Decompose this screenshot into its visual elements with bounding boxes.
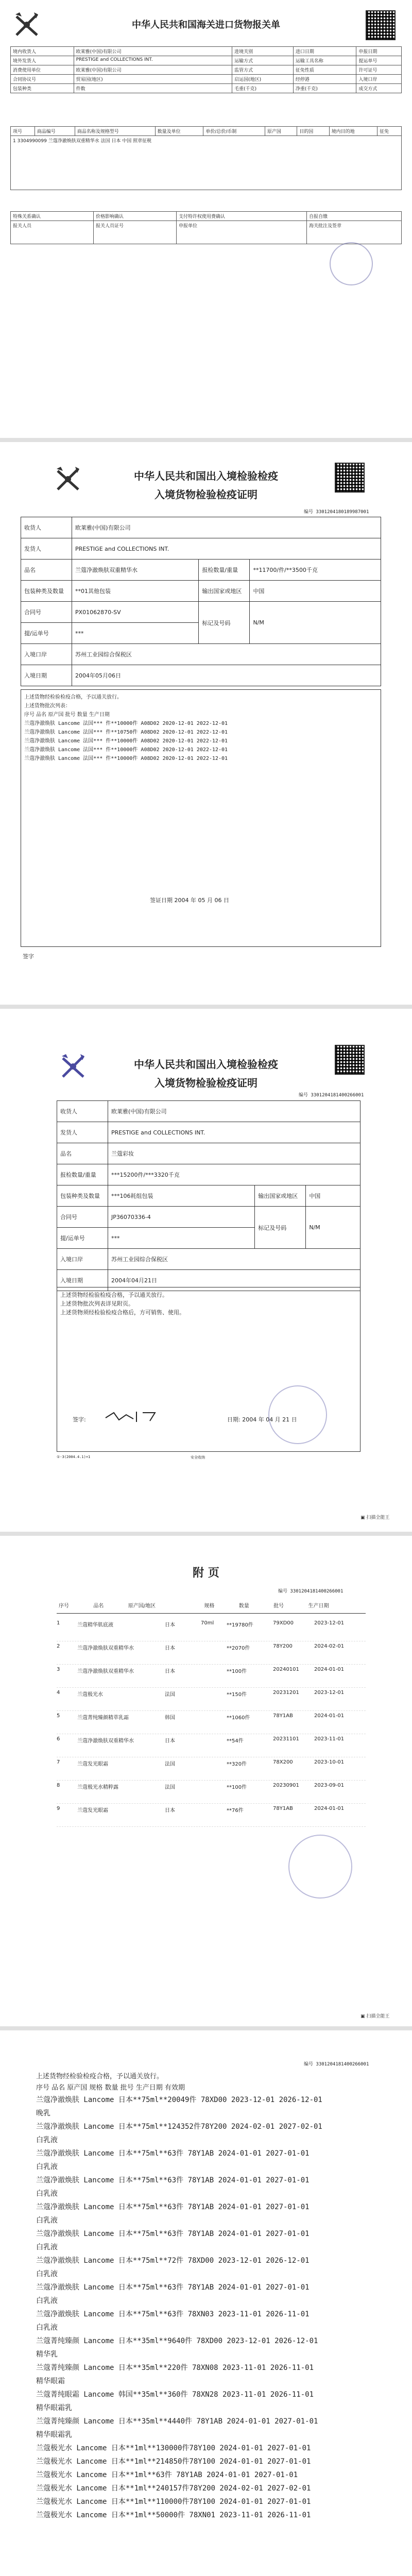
certificate-fields <box>57 1100 360 1291</box>
list-item: 精华眼霜乳 <box>36 2404 72 2412</box>
field-label: 入境日期 <box>21 665 72 686</box>
list-item: 兰蔻菁纯臻颜 Lancome 日本**35ml**9640件 78XD00 2023-12-01 2026-12-01 <box>36 2337 318 2345</box>
table-cell: 20240101 <box>273 1667 299 1672</box>
table-cell: 兰蔻净澈焕肤双重精华水 <box>77 1738 134 1744</box>
attachment-number: 编号 3301204181400266001 <box>278 1589 344 1594</box>
body-line: 兰蔻净澈焕肤 Lancome 法国*** 件**10000件 A08D02 2020-12-01 2022-12-01 <box>24 747 228 753</box>
table-row <box>57 1618 366 1641</box>
marks-value: N/M <box>306 1207 360 1249</box>
cell: 毛重(千克) <box>232 84 294 93</box>
table-cell: 兰蔻菁纯臻颜精萃乳霜 <box>77 1715 129 1721</box>
cell: 入境口岸 <box>356 75 402 84</box>
cell: 提运单号 <box>356 56 402 65</box>
table-cell: 日本 <box>165 1738 175 1744</box>
table-row <box>57 1711 366 1734</box>
body-line: 上述货物经检验检疫合格，予以通关放行。 <box>60 1292 168 1298</box>
entry-date-value: 2004年04月21日 <box>108 1270 360 1291</box>
table-cell: 2024-01-01 <box>314 1667 345 1672</box>
table-cell: **1060件 <box>227 1715 250 1721</box>
table-cell: 2 <box>57 1643 60 1649</box>
body-line: 序号 品名 原产国 批号 数量 生产日期 <box>24 712 110 718</box>
contract-value: PX01062870-SV <box>72 602 199 623</box>
cell: 净重(千克) <box>293 84 356 93</box>
certificate-title-1: 中华人民共和国出入境检验检疫 <box>134 1058 278 1071</box>
declaration-header-table <box>10 46 402 93</box>
goods-header-cell: 境内目的地 <box>329 127 377 136</box>
table-cell: 78Y1AB <box>273 1713 293 1719</box>
table-cell: 法国 <box>165 1692 175 1698</box>
batch-lines <box>36 2093 397 2522</box>
field-label: 输出国家或地区 <box>255 1185 306 1207</box>
attachment-page <box>0 1536 412 2026</box>
table-cell: 8 <box>57 1783 60 1788</box>
table-cell: 3 <box>57 1667 60 1672</box>
table-cell <box>201 1781 227 1783</box>
certificate-fields <box>21 517 381 686</box>
table-cell: **150件 <box>227 1692 247 1698</box>
quantity-value: **11700/件/**3500千克 <box>250 560 381 581</box>
sign-label: 签字 <box>23 953 34 960</box>
table-cell <box>201 1688 227 1690</box>
table-cell: 7 <box>57 1759 60 1765</box>
certificate-number: 编号 3301204180189987001 <box>304 510 369 515</box>
certificate-body <box>21 689 381 947</box>
table-cell: 日本 <box>165 1646 175 1651</box>
field-label: 收货人 <box>57 1101 108 1122</box>
field-label: 入境日期 <box>57 1270 108 1291</box>
list-item: 兰蔻净澈焕肤 Lancome 日本**75ml**63件 78Y1AB 2024-01-01 2027-01-01 <box>36 2176 310 2184</box>
goods-line: 1 3304990099 兰蔻净澈焕肤双重精华水 法国 日本 中国 照章征税 <box>11 136 402 190</box>
consignee-value: 欧莱雅(中国)有限公司 <box>108 1101 360 1122</box>
table-cell: 4 <box>57 1690 60 1696</box>
list-item: 兰蔻净澈焕肤 Lancome 日本**75ml**72件 78XD00 2023-12-01 2026-12-01 <box>36 2257 310 2265</box>
list-item: 白乳液 <box>36 2243 58 2251</box>
table-cell: 2023-11-01 <box>314 1736 345 1742</box>
official-seal <box>268 1385 327 1444</box>
body-line: 上述货物经检验检疫合格，予以通关放行。 <box>24 694 122 700</box>
cell: 征免性质 <box>293 65 356 75</box>
table-cell: 兰蔻净澈焕肤双重精华水 <box>77 1646 134 1651</box>
field-label: 入境口岸 <box>57 1249 108 1270</box>
list-item: 兰蔻极光水 Lancome 日本**1ml**214850件78Y100 2024-01-01 2027-01-01 <box>36 2458 311 2466</box>
batch-list-page <box>0 2030 412 2576</box>
table-cell: 2023-09-01 <box>314 1783 345 1788</box>
list-item: 兰蔻净澈焕肤 Lancome 日本**75ml**124352件78Y200 2024-02-01 2027-02-01 <box>36 2123 322 2131</box>
table-cell: 2024-01-01 <box>314 1713 345 1719</box>
table-cell: 79XD00 <box>273 1620 294 1626</box>
cell: PRESTIGE and COLLECTIONS INT. <box>74 56 232 65</box>
cell: 进境关别 <box>232 47 294 56</box>
goods-header-cell: 征免 <box>377 127 402 136</box>
table-cell: **320件 <box>227 1761 247 1767</box>
table-cell <box>201 1734 227 1736</box>
sign-label: 签字: <box>73 1416 86 1423</box>
inspection-certificate-page-2 <box>0 1009 412 1532</box>
table-cell: 兰蔻发光眼霜 <box>77 1761 108 1767</box>
table-cell: 1 <box>57 1620 60 1626</box>
page-separator <box>0 2026 412 2030</box>
column-header: 规格 <box>204 1603 215 1609</box>
table-cell: 20231101 <box>273 1736 299 1742</box>
list-item: 白乳液 <box>36 2190 58 2198</box>
cell: 境内收货人 <box>11 47 74 56</box>
certificate-number: 编号 3301204181400266001 <box>299 1093 364 1098</box>
table-cell: 兰蔻极光水精粹露 <box>77 1785 118 1790</box>
table-cell <box>201 1711 227 1713</box>
cell: 监管方式 <box>232 65 294 75</box>
cell: 境外发货人 <box>11 56 74 65</box>
goods-header-cell: 单价/总价/币制 <box>203 127 265 136</box>
cell: 成交方式 <box>356 84 402 93</box>
list-item: 兰蔻极光水 Lancome 日本**1ml**110000件78Y100 2024-01-01 2027-01-01 <box>36 2498 311 2506</box>
scanner-icon: ▣ <box>360 2014 365 2019</box>
field-label: 输出国家或地区 <box>199 581 250 602</box>
table-cell <box>201 1665 227 1667</box>
table-cell: 日本 <box>165 1669 175 1674</box>
cell: 经停港 <box>293 75 356 84</box>
cell: 进口日期 <box>293 47 356 56</box>
qr-code <box>366 10 396 40</box>
declaration-seal <box>330 242 373 285</box>
table-row <box>57 1641 366 1665</box>
customs-declaration-page <box>0 0 412 438</box>
table-cell: **100件 <box>227 1785 247 1790</box>
package-value: **01其他包装 <box>72 581 199 602</box>
cell: 申报日期 <box>356 47 402 56</box>
cell: 特殊关系确认 <box>11 212 94 221</box>
table-cell: **76件 <box>227 1808 244 1814</box>
table-cell: 兰蔻发光眼霜 <box>77 1808 108 1814</box>
table-cell: 78X200 <box>273 1759 293 1765</box>
product-value: 兰蔻净澈焕肤双重精华水 <box>72 560 199 581</box>
field-label: 报检数量/重量 <box>57 1164 108 1185</box>
page-separator <box>0 1005 412 1009</box>
list-header: 序号 品名 原产国 规格 数量 批号 生产日期 有效期 <box>36 2084 185 2092</box>
field-label: 标记及号码 <box>199 602 250 644</box>
table-cell: 兰蔻精华肌底液 <box>77 1622 113 1628</box>
port-value: 苏州工业园综合保税区 <box>108 1249 360 1270</box>
cell: 消费使用单位 <box>11 65 74 75</box>
column-header: 数量 <box>238 1603 249 1609</box>
quantity-value: ***15200件/***3320千克 <box>108 1164 360 1185</box>
field-label: 发货人 <box>57 1122 108 1143</box>
cell: 许可证号 <box>356 65 402 75</box>
cell: 启运国(地区) <box>232 75 294 84</box>
body-line: 上述货物批次列表： <box>24 703 71 709</box>
table-cell <box>201 1757 227 1759</box>
cell: 海关批注及签章 <box>306 221 401 244</box>
table-cell: 韩国 <box>165 1715 175 1721</box>
attachment-title: 附 页 <box>193 1567 219 1580</box>
scanner-label: 扫描全能王 <box>366 1515 390 1520</box>
cell: 支付特许权使用费确认 <box>177 212 307 221</box>
table-cell: 2023-10-01 <box>314 1759 345 1765</box>
field-label: 标记及号码 <box>255 1207 306 1249</box>
list-item: 兰蔻极光水 Lancome 日本**1ml**50000件 78XN01 2023-11-01 2026-11-01 <box>36 2511 311 2519</box>
list-item: 兰蔻净澈焕肤 Lancome 日本**75ml**63件 78Y1AB 2024-01-01 2027-01-01 <box>36 2203 310 2211</box>
cell: 申报单位 <box>177 221 307 244</box>
list-item: 晚乳 <box>36 2109 50 2117</box>
table-cell: **54件 <box>227 1738 244 1744</box>
scanner-icon: ▣ <box>360 1515 365 1520</box>
list-item: 精华眼霜 <box>36 2377 65 2385</box>
field-label: 提/运单号 <box>21 623 72 644</box>
list-item: 兰蔻净澈焕肤 Lancome 日本**75ml**63件 78Y1AB 2024-01-01 2027-01-01 <box>36 2283 310 2292</box>
consignee-value: 欧莱雅(中国)有限公司 <box>72 517 381 538</box>
table-cell: 日本 <box>165 1808 175 1814</box>
field-label: 品名 <box>21 560 72 581</box>
body-line: 上述货物批次列表详见附页。 <box>60 1300 134 1307</box>
official-seal <box>288 1835 352 1899</box>
attachment-table <box>57 1598 366 1614</box>
field-label: 合同号 <box>57 1207 108 1228</box>
page-separator <box>0 438 412 442</box>
table-cell: 兰蔻净澈焕肤双重精华水 <box>77 1669 134 1674</box>
list-item: 兰蔻菁纯眼霜 Lancome 韩国**35ml**360件 78XN28 2023-11-01 2026-11-01 <box>36 2391 314 2399</box>
table-cell: 兰蔻极光水 <box>77 1692 103 1698</box>
list-item: 兰蔻净澈焕肤 Lancome 日本**75ml**63件 78Y1AB 2024-01-01 2027-01-01 <box>36 2230 310 2238</box>
table-row <box>57 1757 366 1781</box>
sign-date: 日期: 2004 年 04 月 21 日 <box>227 1416 297 1423</box>
field-label: 发货人 <box>21 538 72 560</box>
cell: 价格影响确认 <box>94 212 177 221</box>
table-cell: 78Y200 <box>273 1643 293 1649</box>
field-label: 报检数量/重量 <box>199 560 250 581</box>
column-header: 生产日期 <box>308 1603 329 1609</box>
consignor-value: PRESTIGE and COLLECTIONS INT. <box>72 538 381 560</box>
table-cell: 9 <box>57 1806 60 1811</box>
goods-header-cell: 目的国 <box>297 127 329 136</box>
page-separator <box>0 1532 412 1536</box>
column-header: 原产国/地区 <box>128 1603 156 1609</box>
contract-value: JP36070336-4 <box>108 1207 255 1228</box>
list-item: 兰蔻净澈焕肤 Lancome 日本**75ml**63件 78Y1AB 2024-01-01 2027-01-01 <box>36 2149 310 2158</box>
table-cell: **100件 <box>227 1669 247 1674</box>
product-value: 兰蔻彩妆 <box>108 1143 360 1164</box>
list-item: 精华眼霜乳 <box>36 2431 72 2439</box>
bl-value: *** <box>72 623 199 644</box>
certificate-title-1: 中华人民共和国出入境检验检疫 <box>134 470 278 482</box>
confirm-table <box>10 211 402 244</box>
goods-header-cell: 数量及单位 <box>155 127 203 136</box>
package-value: ***106耗组包装 <box>108 1185 255 1207</box>
body-line: 兰蔻净澈焕肤 Lancome 法国*** 件**10000件 A08D02 2020-12-01 2022-12-01 <box>24 756 228 761</box>
list-item: 兰蔻极光水 Lancome 日本**1ml**130000件78Y100 2024-01-01 2027-01-01 <box>36 2444 311 2452</box>
column-header: 品名 <box>93 1603 104 1609</box>
column-header: 序号 <box>59 1603 69 1609</box>
table-row <box>57 1781 366 1804</box>
field-label: 入境口岸 <box>21 644 72 665</box>
field-label: 提/运单号 <box>57 1228 108 1249</box>
cell: 欧莱雅(中国)有限公司 <box>74 47 232 56</box>
body-line: 上述货物须经检验检疫合格后，方可销售、使用。 <box>60 1309 185 1316</box>
table-cell: 2024-01-01 <box>314 1806 345 1811</box>
list-intro: 上述货物经检验检疫合格，予以通关放行。 <box>36 2073 164 2080</box>
cell: 报关人员 <box>11 221 94 244</box>
cell: 报关人员证号 <box>94 221 177 244</box>
list-item: 兰蔻净澈焕肤 Lancome 日本**75ml**20049件 78XD00 2023-12-01 2026-12-01 <box>36 2096 322 2104</box>
list-item: 兰蔻净澈焕肤 Lancome 日本**75ml**63件 78XN03 2023-11-01 2026-11-01 <box>36 2310 310 2318</box>
list-item: 精华乳 <box>36 2350 58 2359</box>
table-cell <box>201 1641 227 1643</box>
list-item: 白乳液 <box>36 2163 58 2171</box>
table-header <box>57 1598 366 1613</box>
list-item: 白乳液 <box>36 2136 58 2144</box>
column-header: 批号 <box>273 1603 284 1609</box>
cell: 自报自缴 <box>306 212 401 221</box>
goods-header-cell: 商品编号 <box>35 127 75 136</box>
list-item: 白乳液 <box>36 2270 58 2278</box>
table-row <box>57 1688 366 1711</box>
table-row <box>57 1804 366 1827</box>
field-label: 合同号 <box>21 602 72 623</box>
entry-date-value: 2004年05月06日 <box>72 665 381 686</box>
certificate-title-2: 入境货物检验检疫证明 <box>154 1077 258 1089</box>
table-cell: 20231201 <box>273 1690 299 1696</box>
cell: 贸易国(地区) <box>74 75 232 84</box>
body-line: 兰蔻净澈焕肤 Lancome 法国*** 件**10000件 A08D02 2020-12-01 2022-12-01 <box>24 721 228 726</box>
table-cell: 法国 <box>165 1761 175 1767</box>
cell: 欧莱雅(中国)有限公司 <box>74 65 232 75</box>
inspection-certificate-page-1 <box>0 442 412 1005</box>
table-cell: 70ml <box>201 1620 214 1626</box>
table-cell: 法国 <box>165 1785 175 1790</box>
consignor-value: PRESTIGE and COLLECTIONS INT. <box>108 1122 360 1143</box>
field-label: 收货人 <box>21 517 72 538</box>
table-cell: 6 <box>57 1736 60 1742</box>
cell: 包装种类 <box>11 84 74 93</box>
table-row <box>57 1665 366 1688</box>
table-cell: 78Y1AB <box>273 1806 293 1811</box>
bl-value: *** <box>108 1228 255 1249</box>
scanner-logo <box>360 1514 389 1520</box>
goods-header-cell: 项号 <box>11 127 35 136</box>
field-label: 包装种类及数量 <box>21 581 72 602</box>
table-cell: 5 <box>57 1713 60 1719</box>
body-line: 兰蔻净澈焕肤 Lancome 法国*** 件**10750件 A08D02 2020-12-01 2022-12-01 <box>24 730 228 735</box>
table-cell: 2023-12-01 <box>314 1620 345 1626</box>
list-item: 兰蔻极光水 Lancome 日本**1ml**63件 78Y1AB 2024-01-01 2027-01-01 <box>36 2471 298 2479</box>
list-item: 白乳液 <box>36 2324 58 2332</box>
port-value: 苏州工业园综合保税区 <box>72 644 381 665</box>
origin-value: 中国 <box>250 581 381 602</box>
table-cell: **19780件 <box>227 1622 253 1628</box>
cell: 运输方式 <box>232 56 294 65</box>
certificate-body <box>57 1287 360 1452</box>
table-cell: 2024-02-01 <box>314 1643 345 1649</box>
cell: 合同协议号 <box>11 75 74 84</box>
sign-date: 签证日期 2004 年 05 月 06 日 <box>150 897 229 904</box>
table-cell: 2023-12-01 <box>314 1690 345 1696</box>
goods-header-cell: 原产国 <box>265 127 297 136</box>
list-item: 白乳液 <box>36 2216 58 2225</box>
form-code: ①-3(2004.4.1)+1 <box>57 1455 91 1459</box>
table-cell: 20230901 <box>273 1783 299 1788</box>
goods-table <box>10 126 402 190</box>
scanner-logo <box>360 2012 389 2019</box>
cell: 件数 <box>74 84 232 93</box>
list-item: 兰蔻极光水 Lancome 日本**1ml**240157件78Y200 2024-02-01 2027-02-01 <box>36 2484 311 2493</box>
list-item: 白乳液 <box>36 2297 58 2305</box>
declaration-title: 中华人民共和国海关进口货物报关单 <box>132 20 280 30</box>
list-item: 兰蔻菁纯臻颜 Lancome 日本**35ml**4440件 78Y1AB 2024-01-01 2027-01-01 <box>36 2417 318 2426</box>
field-label: 品名 <box>57 1143 108 1164</box>
table-cell <box>201 1804 227 1806</box>
table-cell: 日本 <box>165 1622 175 1628</box>
certificate-title-2: 入境货物检验检疫证明 <box>154 488 258 501</box>
field-label: 包装种类及数量 <box>57 1185 108 1207</box>
table-cell: **2070件 <box>227 1646 250 1651</box>
table-row <box>57 1734 366 1757</box>
cell: 运输工具名称 <box>293 56 356 65</box>
safety-mark: 安全收纳 <box>191 1455 205 1460</box>
scanner-label: 扫描全能王 <box>366 2014 390 2019</box>
goods-header-cell: 商品名称及规格型号 <box>75 127 155 136</box>
origin-value: 中国 <box>306 1185 360 1207</box>
list-number: 编号 3301204181400266001 <box>304 2062 369 2067</box>
list-item: 兰蔻菁纯臻颜 Lancome 日本**35ml**220件 78XN08 2023-11-01 2026-11-01 <box>36 2364 314 2372</box>
body-line: 兰蔻净澈焕肤 Lancome 法国*** 件**10000件 A08D02 2020-12-01 2022-12-01 <box>24 738 228 744</box>
attachment-rows <box>57 1618 366 1827</box>
marks-value: N/M <box>250 602 381 644</box>
signature-icon <box>104 1409 165 1424</box>
